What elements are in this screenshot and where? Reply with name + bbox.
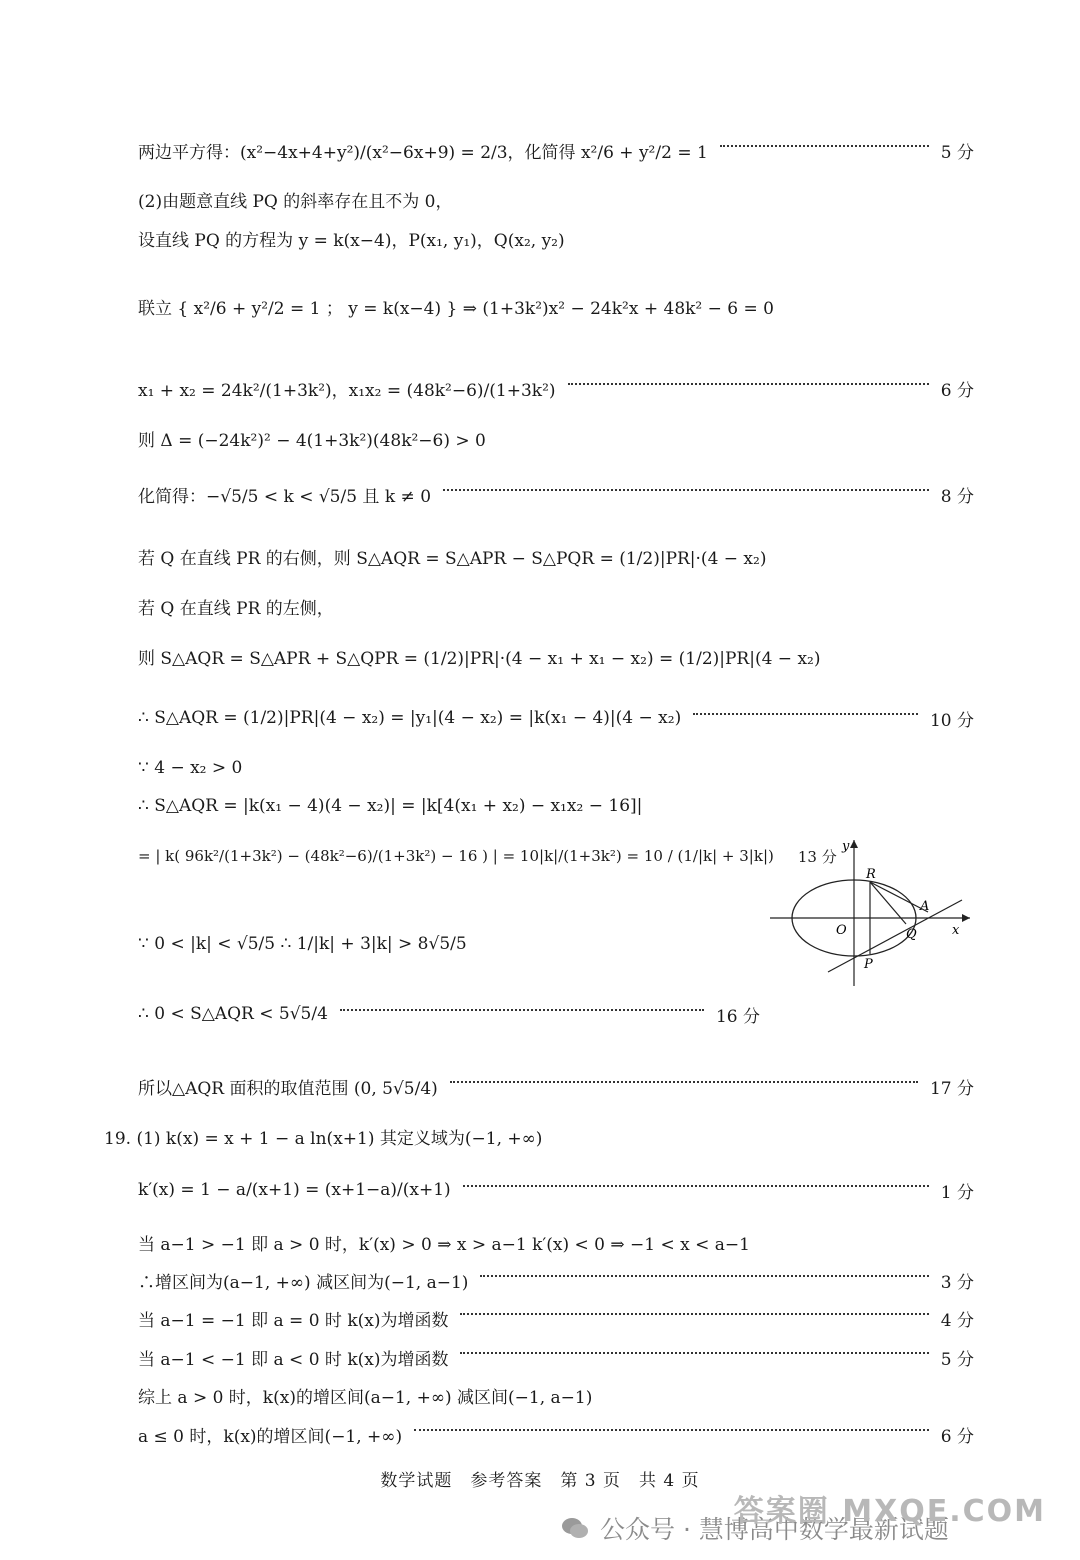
line-23: 当 a−1 < −1 即 a < 0 时 k(x)为增函数 5 分	[138, 1339, 974, 1375]
y-axis-arrow	[850, 840, 858, 848]
line-25: a ≤ 0 时，k(x)的增区间(−1, +∞) 6 分	[138, 1416, 974, 1452]
x-axis-arrow	[962, 914, 970, 922]
line-19: k′(x) = 1 − a/(x+1) = (x+1−a)/(x+1) 1 分	[138, 1172, 974, 1208]
origin-label: O	[836, 923, 847, 938]
point-R-label: R	[866, 867, 876, 882]
line-17: 所以△AQR 面积的取值范围 (0, 5√5/4) 17 分	[138, 1068, 974, 1104]
score: 16 分	[715, 1006, 760, 1027]
wechat-logo-icon	[560, 1513, 590, 1543]
line-7: 化简得：−√5/5 < k < √5/5 且 k ≠ 0 8 分	[138, 476, 974, 512]
dot-leader	[480, 1275, 928, 1277]
line-1: 两边平方得：(x²−4x+4+y²)/(x²−6x+9) = 2/3，化简得 x²/6 + y²/2 = 1 5 分	[138, 132, 974, 168]
dot-leader	[460, 1313, 928, 1315]
line-8: 若 Q 在直线 PR 的右侧，则 S△AQR = S△APR − S△PQR = (1/2)|PR|·(4 − x₂)	[138, 548, 767, 569]
score: 5 分	[940, 142, 974, 163]
watermark	[560, 1494, 1060, 1556]
page-footer: 数学试题 参考答案 第 3 页 共 4 页	[380, 1471, 700, 1491]
watermark-text: 公众号 · 慧博高中数学最新试题	[600, 1515, 949, 1544]
line-3: 设直线 PQ 的方程为 y = k(x−4)，P(x₁, y₁)，Q(x₂, y₂)	[138, 230, 565, 251]
line-13: ∴ S△AQR = |k(x₁ − 4)(4 − x₂)| = |k[4(x₁ + x₂) − x₁x₂ − 16]|	[138, 796, 643, 816]
line-18: 19. (1) k(x) = x + 1 − a ln(x+1) 其定义域为(−1, +∞)	[104, 1128, 543, 1149]
dot-leader	[340, 1009, 704, 1011]
score: 1 分	[940, 1182, 974, 1203]
score: 4 分	[940, 1310, 974, 1331]
point-A-label: A	[920, 899, 930, 914]
score: 6 分	[940, 1426, 974, 1447]
point-Q-label: Q	[906, 927, 917, 942]
line-20: 当 a−1 > −1 即 a > 0 时，k′(x) > 0 ⇒ x > a−1 k′(x) < 0 ⇒ −1 < x < a−1	[138, 1234, 750, 1255]
score: 6 分	[940, 380, 974, 401]
x-label: x	[952, 923, 960, 938]
line-22: 当 a−1 = −1 即 a = 0 时 k(x)为增函数 4 分	[138, 1300, 974, 1336]
score: 8 分	[940, 486, 974, 507]
line-10: 则 S△AQR = S△APR + S△QPR = (1/2)|PR|·(4 − x₁ + x₁ − x₂) = (1/2)|PR|(4 − x₂)	[138, 648, 821, 669]
dot-leader	[460, 1352, 928, 1354]
line-12: ∵ 4 − x₂ > 0	[138, 758, 243, 778]
point-P-label: P	[864, 957, 873, 972]
line-2: (2)由题意直线 PQ 的斜率存在且不为 0，	[138, 191, 453, 212]
dot-leader	[450, 1081, 918, 1083]
line-9: 若 Q 在直线 PR 的左侧，	[138, 598, 334, 619]
line-4: 联立 { x²/6 + y²/2 = 1 ； y = k(x−4) } ⇒ (1+3k²)x² − 24k²x + 48k² − 6 = 0	[138, 298, 774, 319]
line-16: ∴ 0 < S△AQR < 5√5/4 16 分	[138, 996, 760, 1032]
score: 17 分	[929, 1078, 974, 1099]
dot-leader	[414, 1429, 929, 1431]
line-6: 则 Δ = (−24k²)² − 4(1+3k²)(48k²−6) > 0	[138, 430, 486, 451]
dot-leader	[693, 713, 918, 715]
line-15: ∵ 0 < |k| < √5/5 ∴ 1/|k| + 3|k| > 8√5/5	[138, 934, 467, 954]
ellipse-diagram	[766, 836, 976, 990]
dot-leader	[568, 383, 929, 385]
line-24: 综上 a > 0 时，k(x)的增区间(a−1, +∞) 减区间(−1, a−1)	[138, 1387, 593, 1408]
dot-leader	[463, 1185, 929, 1187]
score: 5 分	[940, 1349, 974, 1370]
dot-leader	[720, 145, 929, 147]
line-21: ∴增区间为(a−1, +∞) 减区间为(−1, a−1) 3 分	[138, 1262, 974, 1298]
watermark-stamp: 答案圈 MXQE.COM	[733, 1494, 1046, 1529]
dot-leader	[443, 489, 929, 491]
line-5: x₁ + x₂ = 24k²/(1+3k²)，x₁x₂ = (48k²−6)/(1+3k²) 6 分	[138, 370, 974, 406]
line-11: ∴ S△AQR = (1/2)|PR|(4 − x₂) = |y₁|(4 − x₂) = |k(x₁ − 4)|(4 − x₂) 10 分	[138, 700, 974, 736]
score: 3 分	[940, 1272, 974, 1293]
y-label: y	[842, 839, 850, 854]
score: 13 分	[797, 847, 837, 866]
score: 10 分	[929, 710, 974, 731]
line-14: = | k( 96k²/(1+3k²) − (48k²−6)/(1+3k²) − 16 ) | = 10|k|/(1+3k²) = 10 / (1/|k| + 3|k|) 13 分	[138, 847, 837, 866]
